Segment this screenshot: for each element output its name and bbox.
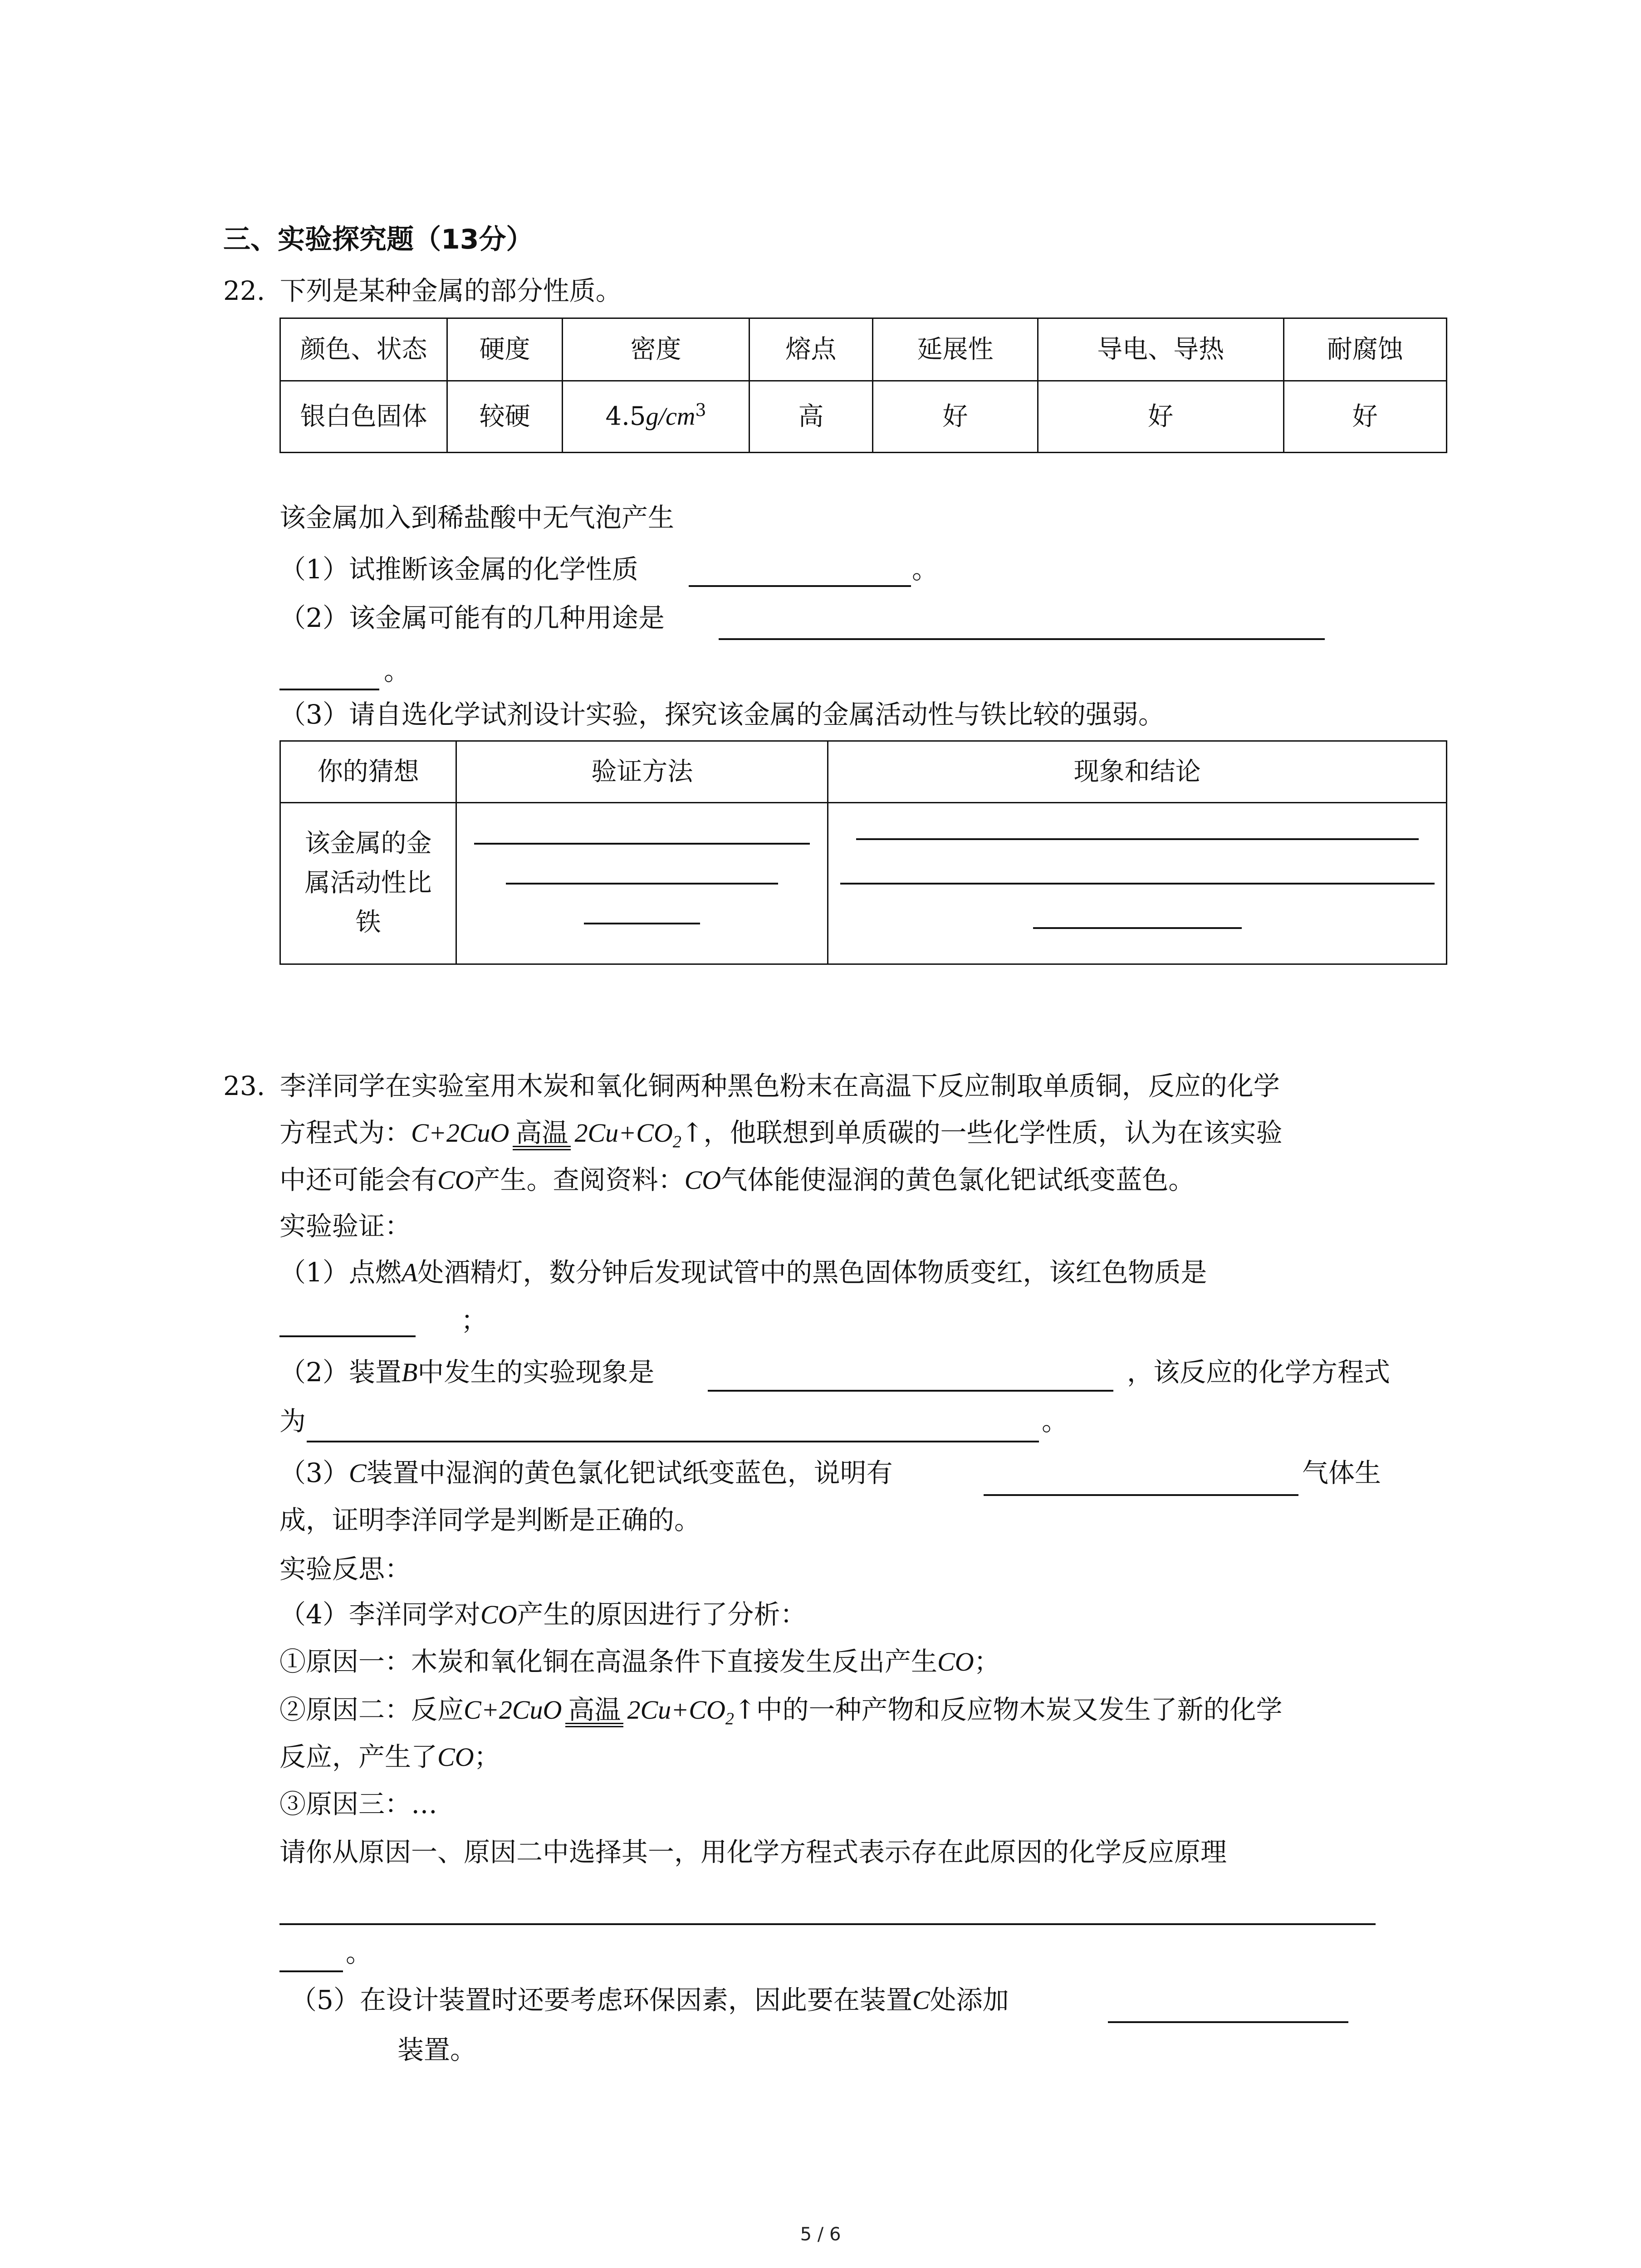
method-blank-1[interactable] bbox=[474, 843, 810, 845]
reason-2-c: 反应，产生了 bbox=[279, 1741, 438, 1772]
method-blank-2[interactable] bbox=[506, 883, 778, 885]
q22-stem-text: 下列是某种金属的部分性质。 bbox=[279, 275, 622, 306]
equation-left: C+2CuO bbox=[464, 1695, 562, 1725]
density-number: 4.5 bbox=[605, 401, 646, 431]
q22-part2-blank-cont[interactable] bbox=[279, 689, 379, 690]
header-hardness: 硬度 bbox=[447, 318, 562, 381]
value-conductivity: 好 bbox=[1038, 381, 1283, 453]
label-b: B bbox=[401, 1358, 418, 1387]
q23-part1-b: 处酒精灯，数分钟后发现试管中的黑色固体物质变红，该红色物质是 bbox=[417, 1257, 1207, 1288]
q23-line1-text: 李洋同学在实验室用木炭和氧化铜两种黑色粉末在高温下反应制取单质铜，反应的化学 bbox=[279, 1070, 1280, 1101]
equation-condition: 高温 bbox=[513, 1119, 571, 1146]
equation-left: C+2CuO bbox=[411, 1118, 509, 1148]
phenomenon-blank-1[interactable] bbox=[856, 838, 1419, 840]
q23-part5-b: 处添加 bbox=[930, 1984, 1009, 2015]
q23-part2-b: 中发生的实验现象是 bbox=[417, 1357, 655, 1388]
label-a: A bbox=[401, 1258, 418, 1287]
q22-part1-end: 。 bbox=[912, 554, 939, 585]
q23-line2 bbox=[279, 1119, 1282, 1151]
reason-2-a: ②原因二：反应 bbox=[279, 1694, 464, 1725]
co-formula: CO bbox=[437, 1165, 474, 1195]
q22-part2-blank[interactable] bbox=[719, 638, 1325, 640]
co-formula: CO bbox=[937, 1647, 974, 1677]
guess-line-2: 属活动性比 bbox=[304, 868, 432, 898]
label-c: C bbox=[348, 1458, 367, 1488]
q22-part2: （2）该金属可能有的几种用途是 bbox=[279, 602, 665, 633]
value-color-state: 银白色固体 bbox=[280, 381, 447, 453]
q23-part5-blank[interactable] bbox=[1108, 2021, 1348, 2023]
header-density: 密度 bbox=[563, 318, 749, 381]
q22-part1: （1）试推断该金属的化学性质 bbox=[279, 554, 638, 585]
q23-part3 bbox=[279, 1457, 893, 1488]
q23-part1-blank[interactable] bbox=[279, 1335, 416, 1337]
q23-ask-blank-cont[interactable] bbox=[279, 1970, 343, 1972]
method-cell bbox=[456, 803, 828, 964]
q23-line1 bbox=[223, 1070, 1280, 1101]
q23-part5 bbox=[290, 1984, 1009, 2015]
q23-line3-a: 中还可能会有 bbox=[279, 1164, 438, 1195]
q23-part2-d: 为 bbox=[279, 1406, 306, 1437]
q23-line3 bbox=[279, 1164, 1195, 1195]
density-exponent: 3 bbox=[695, 400, 706, 420]
q22-part1-blank[interactable] bbox=[689, 585, 911, 587]
value-hardness: 较硬 bbox=[447, 381, 562, 453]
q23-part3-blank[interactable] bbox=[984, 1494, 1298, 1496]
q23-part2-blank2[interactable] bbox=[307, 1441, 1039, 1442]
q23-part3-b: 装置中湿润的黄色氯化钯试纸变蓝色，说明有 bbox=[366, 1457, 893, 1488]
reason-1-end: ； bbox=[974, 1646, 1000, 1677]
header-ductility: 延展性 bbox=[873, 318, 1038, 381]
q23-part1 bbox=[279, 1259, 1207, 1286]
q23-line2-suffix: ，他联想到单质碳的一些化学性质，认为在该实验 bbox=[703, 1117, 1283, 1148]
value-corrosion: 好 bbox=[1283, 381, 1446, 453]
header-phenomenon: 现象和结论 bbox=[828, 741, 1447, 803]
q23-line3-b: 产生。查阅资料： bbox=[474, 1164, 685, 1195]
q23-part5-end: 装置。 bbox=[397, 2034, 477, 2065]
reason-2-cont bbox=[279, 1741, 500, 1772]
q23-part4 bbox=[279, 1601, 807, 1628]
q23-part3-a: （3） bbox=[279, 1457, 349, 1488]
reason-2 bbox=[279, 1696, 1282, 1728]
metal-properties-table bbox=[279, 318, 1447, 453]
activity-experiment-table bbox=[279, 740, 1447, 965]
q23-part3-d: 成，证明李洋同学是判断是正确的。 bbox=[279, 1505, 701, 1535]
phenomenon-cell bbox=[828, 803, 1447, 964]
header-color-state: 颜色、状态 bbox=[280, 318, 447, 381]
co-formula: CO bbox=[480, 1600, 517, 1629]
q23-part2-a: （2）装置 bbox=[279, 1357, 402, 1388]
q23-part2-end: 。 bbox=[1042, 1406, 1068, 1437]
reason-1 bbox=[279, 1648, 1000, 1675]
equation-condition: 高温 bbox=[565, 1696, 623, 1723]
value-ductility: 好 bbox=[873, 381, 1038, 453]
q23-line2-prefix: 方程式为： bbox=[279, 1117, 411, 1148]
q23-part2-c: ，该反应的化学方程式 bbox=[1127, 1357, 1391, 1388]
q23-number: 23. bbox=[223, 1070, 265, 1101]
q23-part1-a: （1）点燃 bbox=[279, 1257, 402, 1288]
table-header-row bbox=[280, 318, 1447, 381]
co-formula: CO bbox=[684, 1165, 721, 1195]
reason-1-text: ①原因一：木炭和氧化铜在高温条件下直接发生反出产生 bbox=[279, 1646, 938, 1677]
q23-part5-a: （5）在设计装置时还要考虑环保因素，因此要在装置 bbox=[290, 1984, 912, 2015]
header-corrosion: 耐腐蚀 bbox=[1283, 318, 1446, 381]
phenomenon-blank-3[interactable] bbox=[1033, 927, 1242, 929]
gas-arrow-icon: ↑ bbox=[734, 1694, 756, 1725]
verify-title: 实验验证： bbox=[279, 1211, 411, 1242]
experiment-row bbox=[280, 803, 1447, 964]
gas-arrow-icon: ↑ bbox=[681, 1117, 704, 1148]
equation-subscript: 2 bbox=[672, 1132, 681, 1152]
reason-2-end: ； bbox=[474, 1741, 500, 1772]
q23-ask-blank[interactable] bbox=[279, 1923, 1376, 1925]
guess-cell bbox=[280, 803, 456, 964]
header-conductivity: 导电、导热 bbox=[1038, 318, 1283, 381]
value-density bbox=[563, 381, 749, 453]
q22-part2-end: 。 bbox=[384, 655, 411, 686]
reason-3: ③原因三：… bbox=[279, 1789, 438, 1819]
equation-right: 2Cu+CO bbox=[627, 1695, 725, 1725]
q23-ask: 请你从原因一、原因二中选择其一，用化学方程式表示存在此原因的化学反应原理 bbox=[279, 1837, 1227, 1867]
q22-number: 22. bbox=[223, 275, 265, 306]
q23-line3-c: 气体能使湿润的黄色氯化钯试纸变蓝色。 bbox=[721, 1164, 1195, 1195]
page-number: 5 / 6 bbox=[800, 2224, 841, 2245]
density-unit: g/cm bbox=[646, 402, 696, 431]
guess-line-3: 铁 bbox=[355, 907, 381, 937]
method-blank-3[interactable] bbox=[584, 923, 700, 924]
section-title: 三、实验探究题（13分） bbox=[223, 224, 534, 255]
equation-right: 2Cu+CO bbox=[574, 1118, 673, 1148]
value-melting-point: 高 bbox=[749, 381, 872, 453]
reason-2-b: 中的一种产物和反应物木炭又发生了新的化学 bbox=[756, 1694, 1283, 1725]
header-guess: 你的猜想 bbox=[280, 741, 456, 803]
phenomenon-blank-2[interactable] bbox=[840, 883, 1435, 885]
q23-part2 bbox=[279, 1359, 654, 1386]
q23-part2-blank1[interactable] bbox=[708, 1390, 1113, 1392]
header-method: 验证方法 bbox=[456, 741, 828, 803]
q23-part4-b: 产生的原因进行了分析： bbox=[517, 1599, 807, 1630]
q22-info: 该金属加入到稀盐酸中无气泡产生 bbox=[279, 502, 675, 533]
header-melting-point: 熔点 bbox=[749, 318, 872, 381]
experiment-header-row bbox=[280, 741, 1447, 803]
equation-subscript: 2 bbox=[725, 1709, 734, 1729]
guess-line-1: 该金属的金 bbox=[304, 829, 432, 859]
co-formula: CO bbox=[437, 1742, 474, 1772]
reflect-title: 实验反思： bbox=[279, 1554, 411, 1584]
q22-stem bbox=[223, 275, 622, 306]
q23-ask-end: 。 bbox=[346, 1937, 372, 1968]
q22-part3: （3）请自选化学试剂设计实验，探究该金属的金属活动性与铁比较的强弱。 bbox=[279, 699, 1165, 730]
table-value-row bbox=[280, 381, 1447, 453]
q23-part4-a: （4）李洋同学对 bbox=[279, 1599, 480, 1630]
q23-part3-c: 气体生 bbox=[1302, 1457, 1381, 1488]
label-c: C bbox=[912, 1985, 930, 2015]
q23-part1-end: ； bbox=[461, 1305, 488, 1336]
